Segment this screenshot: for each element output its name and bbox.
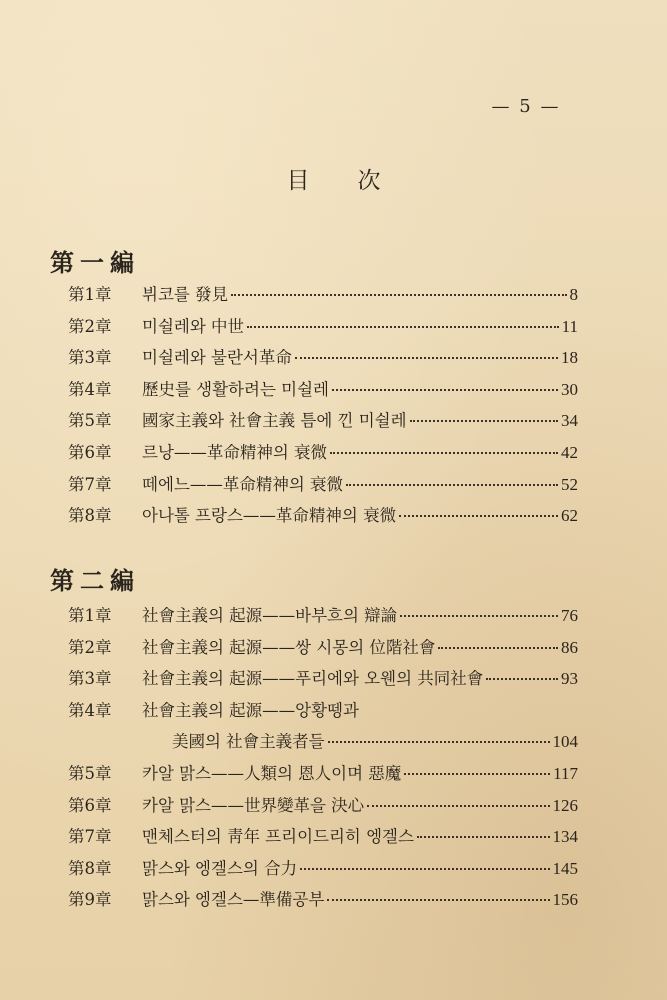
chapter-number: 第3章 [68, 669, 112, 689]
page-reference: 30 [561, 379, 578, 399]
toc-entry[interactable] [68, 634, 578, 666]
toc-entry[interactable] [68, 439, 578, 471]
dot-leader [400, 615, 558, 617]
chapter-title: 뷔코를 發見 [142, 285, 229, 304]
dot-leader [399, 515, 558, 517]
dot-leader [300, 868, 549, 870]
chapter-number: 第5章 [68, 763, 112, 783]
page-reference: 156 [552, 890, 578, 910]
chapter-title: 맑스와 엥겔스—準備공부 [142, 890, 325, 910]
toc-entry[interactable] [68, 760, 578, 792]
chapter-title: 떼에느——革命精神의 衰微 [142, 474, 344, 494]
chapter-title: 社會主義의 起源——푸리에와 오웬의 共同社會 [142, 669, 484, 689]
toc-entry[interactable] [68, 855, 578, 887]
chapter-number: 第1章 [68, 606, 112, 625]
toc-entry[interactable] [68, 471, 578, 503]
toc-entry[interactable] [68, 886, 578, 918]
dot-leader [486, 678, 558, 680]
toc-entry[interactable] [68, 792, 578, 824]
page-reference: 134 [552, 827, 578, 847]
page-reference: 62 [561, 506, 578, 526]
chapter-title: 歷史를 생활하려는 미쉴레 [142, 379, 329, 399]
chapter-title: 맑스와 엥겔스의 合力 [142, 858, 298, 878]
page-reference: 34 [561, 411, 578, 431]
chapter-number: 第6章 [68, 442, 112, 462]
toc-entry[interactable] [68, 313, 578, 345]
chapter-title: 社會主義의 起源——앙황뗑과 [142, 700, 359, 720]
toc-entry[interactable] [68, 407, 578, 439]
chapter-title: 카알 맑스——人類의 恩人이며 惡魔 [142, 763, 402, 783]
chapter-title: 아나톨 프랑스——革命精神의 衰微 [142, 506, 397, 526]
page-reference: 8 [569, 285, 578, 304]
chapter-number: 第1章 [68, 285, 112, 304]
toc-entry[interactable] [68, 697, 578, 729]
chapter-title: 美國의 社會主義者들 [172, 732, 325, 752]
chapter-number: 第4章 [68, 379, 112, 399]
page-reference: 145 [552, 858, 578, 878]
chapter-number: 第3章 [68, 348, 112, 368]
toc-entry[interactable] [68, 376, 578, 408]
chapter-number: 第7章 [68, 474, 112, 494]
chapter-number: 第2章 [68, 637, 112, 657]
dot-leader [330, 452, 558, 454]
chapter-title: 카알 맑스——世界變革을 決心 [142, 795, 365, 815]
toc-entry[interactable] [68, 665, 578, 697]
dot-leader [367, 805, 549, 807]
page-reference: 86 [561, 637, 578, 657]
page-reference: 76 [561, 606, 578, 625]
page-reference: 11 [561, 316, 578, 336]
dot-leader [332, 389, 558, 391]
page-reference: 52 [561, 474, 578, 494]
chapter-title: 미쉴레와 불란서革命 [142, 348, 292, 368]
dot-leader [295, 357, 558, 359]
dot-leader [327, 899, 549, 901]
dot-leader [438, 647, 558, 649]
toc-entry[interactable] [68, 502, 578, 534]
chapter-title: 맨체스터의 靑年 프리이드리히 엥겔스 [142, 827, 414, 847]
chapter-number: 第2章 [68, 316, 112, 336]
page-reference: 126 [552, 795, 578, 815]
part-heading-1: 第一編 [50, 248, 140, 277]
dot-leader [404, 773, 550, 775]
chapter-number: 第8章 [68, 858, 112, 878]
toc-entry[interactable] [68, 344, 578, 376]
chapter-number: 第8章 [68, 506, 112, 526]
page-reference: 93 [561, 669, 578, 689]
chapter-title: 미쉴레와 中世 [142, 316, 245, 336]
dot-leader [410, 420, 558, 422]
toc-list-part-2 [68, 602, 578, 918]
dot-leader [328, 741, 550, 743]
chapter-number: 第5章 [68, 411, 112, 431]
dot-leader [247, 326, 559, 328]
chapter-title: 社會主義의 起源——바부흐의 辯論 [142, 606, 398, 625]
chapter-number: 第7章 [68, 827, 112, 847]
dot-leader [346, 484, 558, 486]
chapter-title: 르낭——革命精神의 衰微 [142, 442, 328, 462]
toc-entry-continuation[interactable] [68, 728, 578, 760]
page-reference: 42 [561, 442, 578, 462]
toc-entry[interactable] [68, 823, 578, 855]
dot-leader [231, 294, 566, 296]
part-heading-2: 第二編 [50, 566, 140, 595]
dot-leader [417, 836, 550, 838]
chapter-number: 第4章 [68, 700, 112, 720]
chapter-title: 國家主義와 社會主義 틈에 낀 미쉴레 [142, 411, 407, 431]
page-number: — 5 — [491, 96, 561, 117]
page-reference: 104 [552, 732, 578, 752]
toc-entry[interactable] [68, 602, 578, 634]
toc-title: 目次 [286, 168, 429, 194]
chapter-title: 社會主義의 起源——쌍 시몽의 位階社會 [142, 637, 436, 657]
toc-list-part-1 [68, 281, 578, 534]
page-reference: 18 [561, 348, 578, 368]
chapter-number: 第9章 [68, 890, 112, 910]
chapter-number: 第6章 [68, 795, 112, 815]
toc-entry[interactable] [68, 281, 578, 313]
page-reference: 117 [553, 763, 578, 783]
